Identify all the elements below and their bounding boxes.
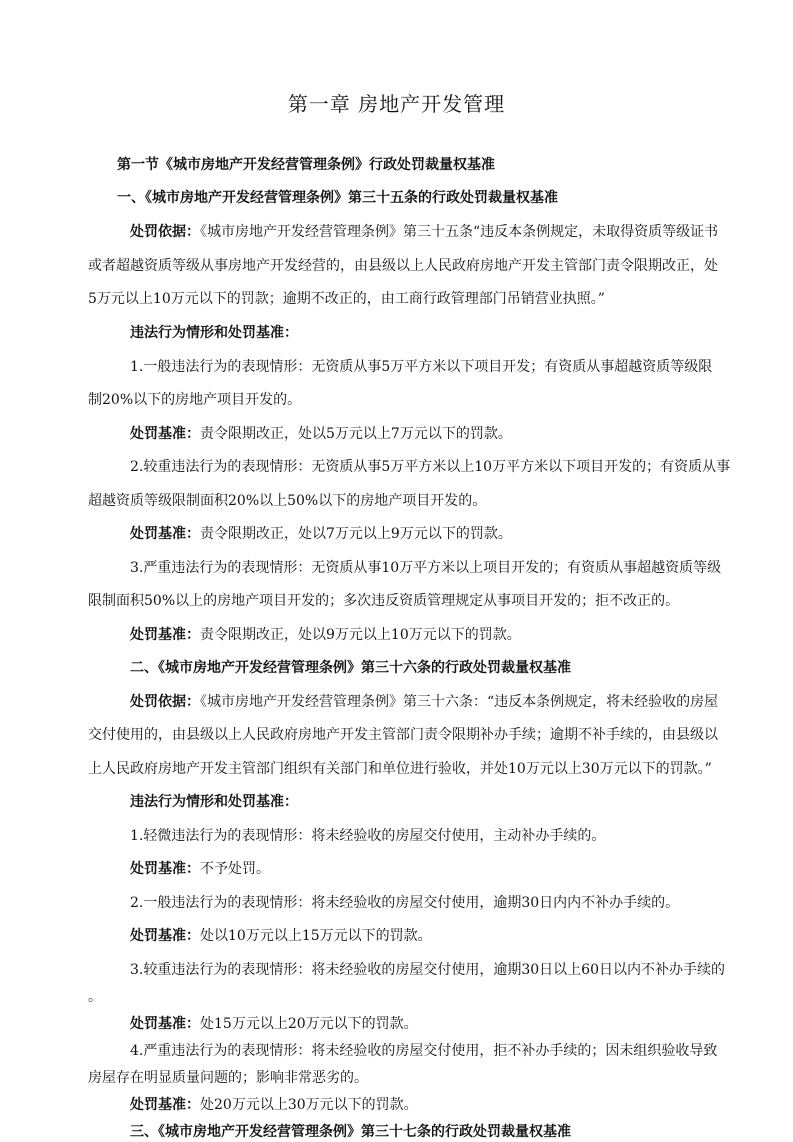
penalty-label: 处罚基准： <box>130 627 200 643</box>
basis-text: 《城市房地产开发经营管理条例》第三十六条：“违反本条例规定，将未经验收的房屋 <box>200 694 719 710</box>
basis-paragraph <box>130 222 718 242</box>
penalty-line <box>130 1014 418 1034</box>
case-text: 超越资质等级限制面积20%以上50%以下的房地产项目开发的。 <box>88 493 487 509</box>
case-text: 2.较重违法行为的表现情形：无资质从事5万平方米以上10万平方米以下项目开发的；有资质从事 <box>130 459 731 475</box>
article-heading: 二、《城市房地产开发经营管理条例》第三十六条的行政处罚裁量权基准 <box>130 660 571 676</box>
penalty-label: 处罚基准： <box>130 1097 200 1113</box>
penalty-text: 责令限期改正，处以7万元以上9万元以下的罚款。 <box>200 526 512 542</box>
basis-text: 5万元以上10万元以下的罚款；逾期不改正的，由工商行政管理部门吊销营业执照。” <box>88 291 605 307</box>
article-heading: 三、《城市房地产开发经营管理条例》第三十七条的行政处罚裁量权基准 <box>130 1124 571 1140</box>
basis-label: 处罚依据： <box>130 224 200 240</box>
penalty-text: 处20万元以上30万元以下的罚款。 <box>200 1097 418 1113</box>
chapter-title: 第一章 房地产开发管理 <box>287 92 506 116</box>
case-text: 房屋存在明显质量问题的；影响非常恶劣的。 <box>88 1070 368 1086</box>
case-text: 1.一般违法行为的表现情形：无资质从事5万平方米以下项目开发；有资质从事超越资质等级限 <box>130 359 713 375</box>
case-text: 限制面积50%以上的房地产项目开发的；多次违反资质管理规定从事项目开发的；拒不改正的。 <box>88 593 680 609</box>
article-heading: 一、《城市房地产开发经营管理条例》第三十五条的行政处罚裁量权基准 <box>117 190 558 206</box>
penalty-label: 处罚基准： <box>130 1016 200 1032</box>
penalty-line <box>130 625 521 645</box>
penalty-text: 处15万元以上20万元以下的罚款。 <box>200 1016 418 1032</box>
penalty-line <box>130 1095 418 1115</box>
penalty-line <box>130 424 512 444</box>
penalty-line <box>130 859 270 879</box>
basis-text: 上人民政府房地产开发主管部门组织有关部门和单位进行验收，并处10万元以上30万元以下的罚款。” <box>88 761 712 777</box>
criteria-heading: 违法行为情形和处罚基准： <box>130 794 298 810</box>
case-text: 2.一般违法行为的表现情形：将未经验收的房屋交付使用，逾期30日内内不补办手续的。 <box>130 895 680 911</box>
basis-paragraph <box>130 692 718 712</box>
case-text: 。 <box>88 989 102 1005</box>
case-text: 4.严重违法行为的表现情形：将未经验收的房屋交付使用，拒不补办手续的；因未组织验收导致 <box>130 1043 718 1059</box>
basis-label: 处罚依据： <box>130 694 200 710</box>
section-title: 第一节《城市房地产开发经营管理条例》行政处罚裁量权基准 <box>117 157 495 173</box>
case-text: 制20%以下的房地产项目开发的。 <box>88 392 302 408</box>
penalty-line <box>130 524 512 544</box>
penalty-text: 责令限期改正，处以9万元以上10万元以下的罚款。 <box>200 627 521 643</box>
penalty-text: 不予处罚。 <box>200 861 270 877</box>
case-text: 3.较重违法行为的表现情形：将未经验收的房屋交付使用，逾期30日以上60日以内不补办手续的 <box>130 962 725 978</box>
basis-text: 或者超越资质等级从事房地产开发经营的，由县级以上人民政府房地产开发主管部门责令限期改正，处 <box>88 258 718 274</box>
penalty-label: 处罚基准： <box>130 928 200 944</box>
penalty-label: 处罚基准： <box>130 526 200 542</box>
penalty-line <box>130 926 432 946</box>
criteria-heading: 违法行为情形和处罚基准： <box>130 325 298 341</box>
penalty-label: 处罚基准： <box>130 861 200 877</box>
basis-text: 《城市房地产开发经营管理条例》第三十五条“违反本条例规定，未取得资质等级证书 <box>200 224 719 240</box>
basis-text: 交付使用的，由县级以上人民政府房地产开发主管部门责令限期补办手续；逾期不补手续的，由县级以 <box>88 727 718 743</box>
penalty-text: 处以10万元以上15万元以下的罚款。 <box>200 928 432 944</box>
penalty-label: 处罚基准： <box>130 426 200 442</box>
penalty-text: 责令限期改正，处以5万元以上7万元以下的罚款。 <box>200 426 512 442</box>
case-text: 3.严重违法行为的表现情形：无资质从事10万平方米以上项目开发的；有资质从事超越资质等级 <box>130 560 722 576</box>
case-text: 1.轻微违法行为的表现情形：将未经验收的房屋交付使用，主动补办手续的。 <box>130 828 606 844</box>
